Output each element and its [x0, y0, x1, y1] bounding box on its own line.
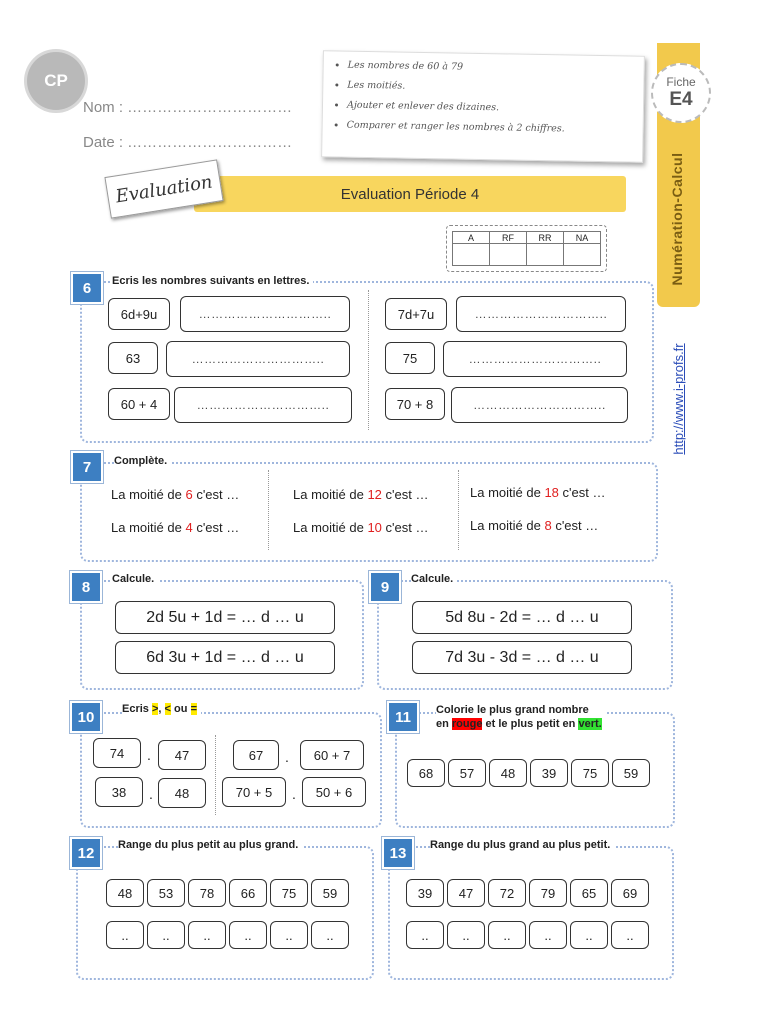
sort-number: 72: [488, 879, 526, 907]
objective-item: • Les nombres de 60 à 79: [348, 60, 644, 76]
compare-slot[interactable]: .: [292, 786, 296, 802]
fiche-label: Fiche: [666, 75, 696, 89]
compare-number: 50 + 6: [302, 777, 366, 807]
exercise-13-title: Range du plus grand au plus petit.: [430, 839, 614, 851]
objective-item: • Ajouter et enlever des dizaines.: [347, 100, 643, 116]
exercise-11-title: Colorie le plus grand nombre en rouge et le plus petit en vert.: [436, 703, 606, 731]
calc-line[interactable]: 2d 5u + 1d = … d … u: [115, 601, 335, 634]
exercise-11-number: 11: [387, 701, 419, 733]
half-sentence: La moitié de 18 c'est …: [470, 485, 606, 500]
exercise-7-title: Complète.: [114, 455, 171, 467]
compare-number: 70 + 5: [222, 777, 286, 807]
level-text: CP: [44, 71, 68, 90]
color-number[interactable]: 48: [489, 759, 527, 787]
exercise-12-box: [76, 846, 374, 980]
fiche-badge: [651, 63, 711, 123]
sort-number: 69: [611, 879, 649, 907]
color-number[interactable]: 57: [448, 759, 486, 787]
exercise-9-title: Calcule.: [411, 573, 457, 585]
sort-slot[interactable]: ..: [311, 921, 349, 949]
nom-field[interactable]: Nom : ……………………………: [83, 99, 293, 116]
eval-card: Evaluation: [104, 159, 223, 218]
site-link[interactable]: http://www.i-profs.fr: [671, 343, 686, 455]
half-sentence: La moitié de 10 c'est …: [293, 520, 429, 535]
exercise-13-box: [388, 846, 674, 980]
color-number[interactable]: 59: [612, 759, 650, 787]
eval-title-band: [194, 176, 626, 212]
eval-title: Evaluation Période 4: [340, 185, 480, 203]
exercise-7-box: [80, 462, 658, 562]
calc-line[interactable]: 6d 3u + 1d = … d … u: [115, 641, 335, 674]
color-number[interactable]: 68: [407, 759, 445, 787]
objective-item: • Comparer et ranger les nombres à 2 chiffres.: [347, 120, 643, 136]
sort-slot[interactable]: ..: [488, 921, 526, 949]
sort-number: 66: [229, 879, 267, 907]
sort-slot[interactable]: ..: [106, 921, 144, 949]
grid-cell[interactable]: [564, 244, 601, 266]
exercise-12-title: Range du plus petit au plus grand.: [118, 839, 302, 851]
divider: [368, 290, 369, 430]
grid-header: A: [453, 232, 490, 244]
objectives-note: [321, 50, 645, 163]
assessment-grid: [446, 225, 607, 272]
half-sentence: La moitié de 8 c'est …: [470, 518, 599, 533]
compare-slot[interactable]: .: [147, 747, 151, 763]
exercise-13-number: 13: [382, 837, 414, 869]
compare-slot[interactable]: .: [149, 786, 153, 802]
exercise-10-title: Ecris >, < ou =: [122, 703, 201, 715]
color-number[interactable]: 39: [530, 759, 568, 787]
sort-slot[interactable]: ..: [229, 921, 267, 949]
sort-number: 65: [570, 879, 608, 907]
grid-header: RF: [490, 232, 527, 244]
compare-number: 67: [233, 740, 279, 770]
half-sentence: La moitié de 4 c'est …: [111, 520, 240, 535]
compare-number: 38: [95, 777, 143, 807]
subject-label: Numération-Calcul: [669, 152, 685, 286]
sort-slot[interactable]: ..: [406, 921, 444, 949]
compare-number: 60 + 7: [300, 740, 364, 770]
number-label: 63: [108, 342, 158, 374]
color-number[interactable]: 75: [571, 759, 609, 787]
sort-number: 79: [529, 879, 567, 907]
compare-number: 48: [158, 778, 206, 808]
answer-field[interactable]: …………………………..: [166, 341, 350, 377]
answer-field[interactable]: …………………………..: [180, 296, 350, 332]
exercise-10-box: [80, 712, 382, 828]
sort-slot[interactable]: ..: [270, 921, 308, 949]
sort-slot[interactable]: ..: [611, 921, 649, 949]
sort-number: 39: [406, 879, 444, 907]
divider: [215, 735, 216, 815]
exercise-8-title: Calcule.: [112, 573, 158, 585]
grid-cell[interactable]: [527, 244, 564, 266]
sort-slot[interactable]: ..: [447, 921, 485, 949]
compare-number: 74: [93, 738, 141, 768]
exercise-10-number: 10: [70, 701, 102, 733]
answer-field[interactable]: …………………………..: [174, 387, 352, 423]
grid-header: NA: [564, 232, 601, 244]
number-label: 7d+7u: [385, 298, 447, 330]
sort-number: 75: [270, 879, 308, 907]
fiche-code: E4: [669, 89, 693, 110]
number-label: 70 + 8: [385, 388, 445, 420]
exercise-8-number: 8: [70, 571, 102, 603]
answer-field[interactable]: …………………………..: [456, 296, 626, 332]
sort-number: 59: [311, 879, 349, 907]
grid-cell[interactable]: [490, 244, 527, 266]
divider: [458, 470, 459, 550]
grid-cell[interactable]: [453, 244, 490, 266]
number-label: 75: [385, 342, 435, 374]
sort-number: 53: [147, 879, 185, 907]
exercise-6-number: 6: [71, 272, 103, 304]
calc-line[interactable]: 5d 8u - 2d = … d … u: [412, 601, 632, 634]
number-label: 60 + 4: [108, 388, 170, 420]
exercise-12-number: 12: [70, 837, 102, 869]
calc-line[interactable]: 7d 3u - 3d = … d … u: [412, 641, 632, 674]
compare-number: 47: [158, 740, 206, 770]
number-label: 6d+9u: [108, 298, 170, 330]
objective-item: • Les moitiés.: [347, 80, 643, 96]
sort-slot[interactable]: ..: [188, 921, 226, 949]
compare-slot[interactable]: .: [285, 749, 289, 765]
grid-header: RR: [527, 232, 564, 244]
sort-number: 78: [188, 879, 226, 907]
sort-number: 48: [106, 879, 144, 907]
answer-field[interactable]: …………………………..: [451, 387, 628, 423]
half-sentence: La moitié de 6 c'est …: [111, 487, 240, 502]
exercise-9-number: 9: [369, 571, 401, 603]
answer-field[interactable]: …………………………..: [443, 341, 627, 377]
exercise-7-number: 7: [71, 451, 103, 483]
sort-number: 47: [447, 879, 485, 907]
level-badge: [27, 52, 85, 110]
exercise-6-title: Ecris les nombres suivants en lettres.: [112, 275, 313, 287]
half-sentence: La moitié de 12 c'est …: [293, 487, 429, 502]
sort-slot[interactable]: ..: [147, 921, 185, 949]
sort-slot[interactable]: ..: [529, 921, 567, 949]
sort-slot[interactable]: ..: [570, 921, 608, 949]
date-field[interactable]: Date : ……………………………: [83, 134, 293, 151]
divider: [268, 470, 269, 550]
